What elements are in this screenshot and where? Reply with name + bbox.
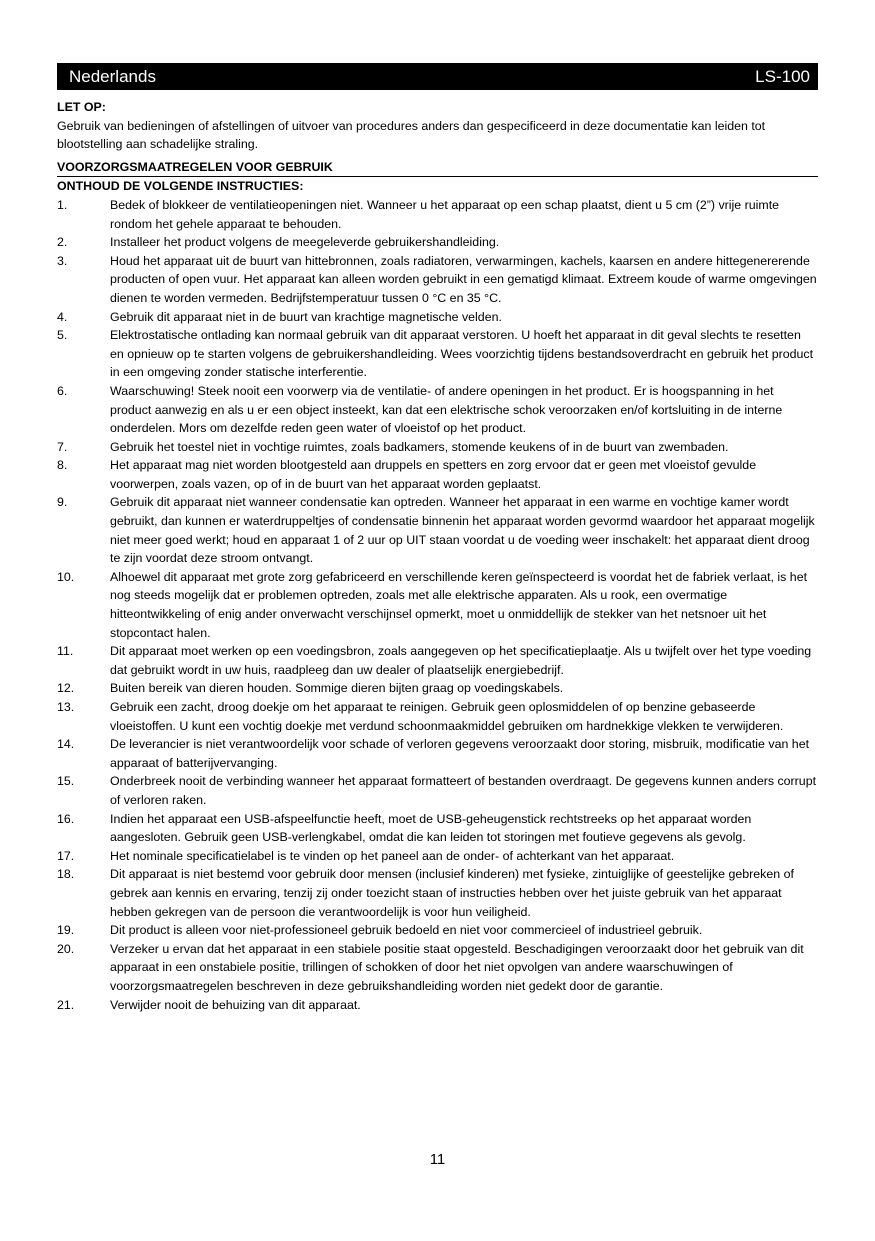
instruction-text: De leverancier is niet verantwoordelijk voor schade of verloren gegevens veroorzaakt door storing, misbruik, modificatie van het apparaat of batterijvervanging. bbox=[110, 737, 810, 770]
instruction-text: Buiten bereik van dieren houden. Sommige dieren bijten graag op voedingskabels. bbox=[110, 681, 564, 696]
instruction-text: Elektrostatische ontlading kan normaal gebruik van dit apparaat verstoren. U hoeft het apparaat in dit geval slechts te resetten en opnieuw op te starten volgens de gebruikershandleiding. Wees voorzichtig tijdens bestandsoverdracht en gebruik het product in een omgeving zonder statische interferentie. bbox=[110, 328, 814, 380]
page-number: 11 bbox=[429, 1151, 446, 1168]
instruction-item bbox=[57, 847, 818, 866]
instruction-number: 12. bbox=[57, 681, 75, 696]
instruction-item bbox=[57, 772, 818, 809]
instruction-text: Het apparaat mag niet worden blootgesteld aan druppels en spetters en zorg ervoor dat er geen met vloeistof gevulde voorwerpen, zoals vazen, op of in de buurt van het apparaat worden geplaatst. bbox=[110, 458, 757, 491]
instruction-text: Gebruik dit apparaat niet wanneer condensatie kan optreden. Wanneer het apparaat in een warme en vochtige kamer wordt gebruikt, dan kunnen er waterdruppeltjes of condensatie binnenin het apparaat worden gevormd waardoor het apparaat mogelijk niet meer goed werkt; houd en apparaat 1 of 2 uur op UIT staan voordat u de voeding weer inschakelt: het apparaat dient droog te zijn voordat deze stroom ontvangt. bbox=[110, 495, 815, 566]
instruction-text: Onderbreek nooit de verbinding wanneer het apparaat formatteert of bestanden overdraagt. De gegevens kunnen anders corrupt of verloren raken. bbox=[110, 774, 817, 807]
instruction-item bbox=[57, 940, 818, 996]
instruction-number: 7. bbox=[57, 439, 68, 454]
instruction-text: Gebruik dit apparaat niet in de buurt van krachtige magnetische velden. bbox=[110, 309, 502, 324]
instruction-text: Gebruik het toestel niet in vochtige ruimtes, zoals badkamers, stomende keukens of in de buurt van zwembaden. bbox=[110, 439, 729, 454]
instruction-item bbox=[57, 568, 818, 642]
instruction-item bbox=[57, 698, 818, 735]
notice-label: LET OP: bbox=[57, 100, 106, 114]
instruction-item bbox=[57, 456, 818, 493]
instruction-number: 13. bbox=[57, 700, 75, 714]
instruction-text: Verwijder nooit de behuizing van dit apparaat. bbox=[110, 997, 361, 1012]
instruction-item bbox=[57, 196, 818, 233]
instruction-number: 18. bbox=[57, 867, 75, 882]
header-bar bbox=[57, 63, 818, 90]
instruction-text: Gebruik een zacht, droog doekje om het apparaat te reinigen. Gebruik geen oplosmiddelen of op benzine gebaseerde vloeistoffen. U kunt een vochtig doekje met verdund schoonmaakmiddel gebruiken om hardnekkige vlekken te verwijderen. bbox=[110, 700, 784, 733]
instruction-text: Dit apparaat is niet bestemd voor gebruik door mensen (inclusief kinderen) met fysieke, zintuiglijke of geestelijke gebreken of gebrek aan kennis en ervaring, tenzij zij onder toezicht staan of instructies hebben over het juiste gebruik van het apparaat hebben gekregen van de persoon die verantwoordelijk is voor hun veiligheid. bbox=[110, 867, 794, 919]
model-label: LS-100 bbox=[755, 66, 810, 86]
instruction-text: Houd het apparaat uit de buurt van hittebronnen, zoals radiatoren, verwarmingen, kachels, kaarsen en andere hittegenererende producten of open vuur. Het apparaat kan alleen worden gebruikt in een gematigd klimaat. Extreem koude of warme omgevingen dienen te worden vermeden. Bedrijfstemperatuur tussen 0 °C en 35 °C. bbox=[110, 253, 817, 305]
precautions-title: VOORZORGSMAATREGELEN VOOR GEBRUIK bbox=[57, 158, 818, 178]
instruction-item bbox=[57, 308, 818, 327]
instruction-item bbox=[57, 679, 818, 698]
instruction-text: Indien het apparaat een USB-afspeelfunctie heeft, moet de USB-geheugenstick rechtstreeks op het apparaat worden aangesloten. Gebruik geen USB-verlengkabel, omdat die kan leiden tot storingen met foutieve gegevens als gevolg. bbox=[110, 811, 752, 845]
instruction-number: 20. bbox=[57, 941, 75, 956]
instruction-number: 5. bbox=[57, 328, 68, 343]
instruction-number: 8. bbox=[57, 458, 68, 473]
instruction-number: 15. bbox=[57, 774, 75, 789]
instruction-text: Dit product is alleen voor niet-professioneel gebruik bedoeld en niet voor commercieel of industrieel gebruik. bbox=[110, 923, 703, 938]
precautions-subtitle: ONTHOUD DE VOLGENDE INSTRUCTIES: bbox=[57, 179, 304, 194]
instruction-text: Dit apparaat moet werken op een voedingsbron, zoals aangegeven op het specificatieplaatje. Als u twijfelt over het type voeding dat gebruikt wordt in uw huis, raadpleeg dan uw dealer of plaatselijk energiebedrijf. bbox=[110, 644, 812, 677]
instruction-number: 16. bbox=[57, 811, 75, 826]
instruction-number: 4. bbox=[57, 309, 68, 324]
instruction-item bbox=[57, 642, 818, 679]
instruction-text: Verzeker u ervan dat het apparaat in een stabiele positie staat opgesteld. Beschadigingen veroorzaakt door het gebruik van dit apparaat in een onstabiele positie, trillingen of schokken of door het niet opvolgen van andere waarschuwingen of voorzorgsmaatregelen beschreven in deze gebruikshandleiding worden niet gedekt door de garantie. bbox=[110, 941, 804, 993]
instruction-text: Alhoewel dit apparaat met grote zorg gefabriceerd en verschillende keren geïnspecteerd is voordat het de fabriek verlaat, is het nog steeds mogelijk dat er problemen optreden, zoals met alle elektrische apparaten. Als u rook, een overmatige hitteontwikkeling of enig ander onverwacht verschijnsel opmerkt, moet u onmiddellijk de stekker van het netsnoer uit het stopcontact halen. bbox=[110, 569, 808, 640]
instruction-number: 1. bbox=[57, 197, 68, 212]
instruction-number: 6. bbox=[57, 383, 68, 398]
instruction-item bbox=[57, 865, 818, 921]
page-content bbox=[57, 98, 818, 1014]
instruction-item bbox=[57, 382, 818, 438]
instruction-number: 14. bbox=[57, 737, 75, 752]
instruction-text: Waarschuwing! Steek nooit een voorwerp via de ventilatie- of andere openingen in het product. Er is hoogspanning in het product aanwezig en als u er een object insteekt, kan dat een elektrische schok veroorzaken en/of kortsluiting in de interne onderdelen. Mors om dezelfde reden geen water of vloeistof op het product. bbox=[110, 383, 783, 436]
instruction-number: 21. bbox=[57, 997, 75, 1012]
notice-text: Gebruik van bedieningen of afstellingen of uitvoer van procedures anders dan gespecificeerd in deze documentatie kan leiden tot blootstelling aan schadelijke straling. bbox=[57, 118, 766, 152]
instruction-number: 10. bbox=[57, 569, 75, 584]
instruction-item bbox=[57, 735, 818, 772]
instruction-item bbox=[57, 438, 818, 457]
instruction-number: 17. bbox=[57, 848, 75, 863]
instruction-item bbox=[57, 810, 818, 847]
instruction-text: Het nominale specificatielabel is te vinden op het paneel aan de onder- of achterkant van het apparaat. bbox=[110, 848, 675, 863]
instruction-item bbox=[57, 233, 818, 252]
instruction-number: 2. bbox=[57, 235, 68, 250]
instruction-item bbox=[57, 252, 818, 308]
instruction-text: Bedek of blokkeer de ventilatieopeningen niet. Wanneer u het apparaat op een schap plaatst, dient u 5 cm (2”) vrije ruimte rondom het gehele apparaat te behouden. bbox=[110, 197, 780, 231]
instruction-number: 19. bbox=[57, 923, 75, 938]
instruction-number: 3. bbox=[57, 253, 68, 268]
instruction-list bbox=[57, 196, 818, 1014]
instruction-text: Installeer het product volgens de meegeleverde gebruikershandleiding. bbox=[110, 235, 500, 250]
instruction-item bbox=[57, 493, 818, 567]
language-label: Nederlands bbox=[69, 66, 156, 86]
instruction-number: 9. bbox=[57, 495, 68, 510]
instruction-number: 11. bbox=[57, 644, 74, 659]
instruction-item bbox=[57, 326, 818, 382]
instruction-item bbox=[57, 996, 818, 1015]
instruction-item bbox=[57, 921, 818, 940]
